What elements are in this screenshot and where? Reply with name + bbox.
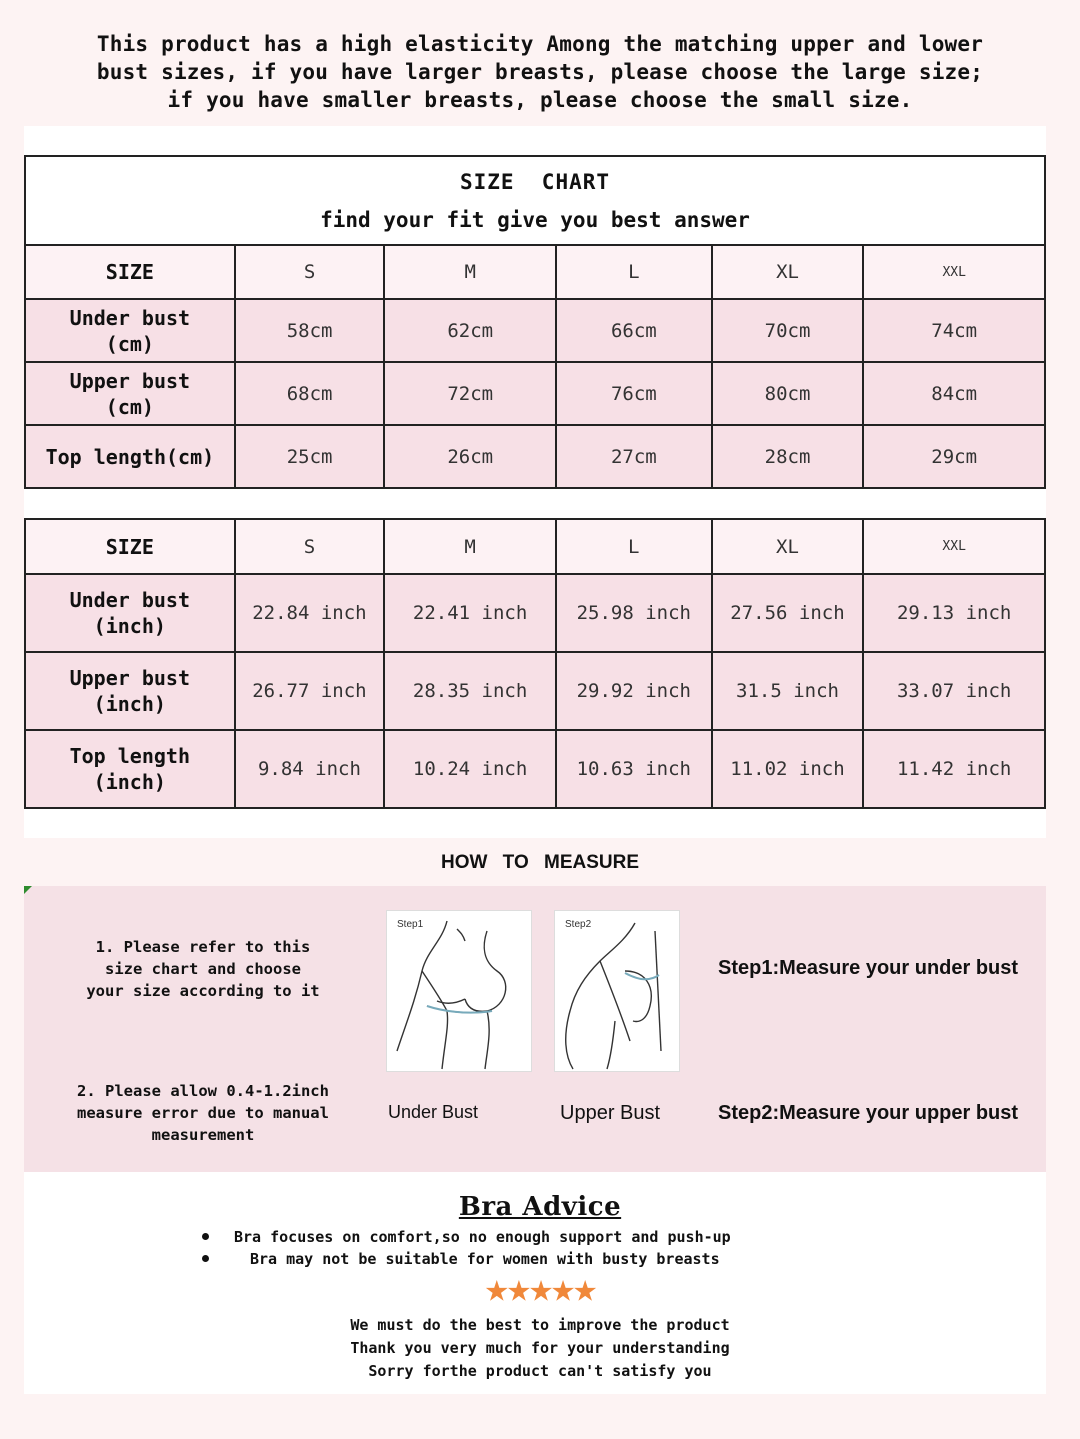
table-cell: 66cm bbox=[556, 299, 712, 362]
table-row bbox=[25, 574, 1045, 652]
table-cell: 84cm bbox=[863, 362, 1045, 425]
corner-mark-icon bbox=[24, 886, 32, 894]
intro-line-3: if you have smaller breasts, please choose the small size. bbox=[167, 88, 913, 112]
size-chart-subtitle: find your fit give you best answer bbox=[320, 207, 750, 232]
upper-bust-figure-icon bbox=[555, 911, 679, 1071]
table-cell: 29.13 inch bbox=[863, 574, 1045, 652]
measure-note-1: 1. Please refer to this size chart and choose your size according to it bbox=[86, 938, 320, 1000]
header-cell: S bbox=[235, 245, 385, 299]
list-item: Bra focuses on comfort,so no enough support and push-up bbox=[200, 1226, 900, 1248]
table-cell: 31.5 inch bbox=[712, 652, 864, 730]
table-cell: 26cm bbox=[384, 425, 556, 488]
header-cell: XL bbox=[712, 519, 864, 574]
table-cell: 68cm bbox=[235, 362, 385, 425]
photo-step-label: Step2 bbox=[565, 919, 592, 930]
table-cell: 10.63 inch bbox=[556, 730, 712, 808]
table-cell: 76cm bbox=[556, 362, 712, 425]
row-label: Under bust (inch) bbox=[25, 574, 235, 652]
table-cell: 29.92 inch bbox=[556, 652, 712, 730]
header-cell: L bbox=[556, 519, 712, 574]
header-cell: L bbox=[556, 245, 712, 299]
table-cell: 33.07 inch bbox=[863, 652, 1045, 730]
table-cell: 29cm bbox=[863, 425, 1045, 488]
upper-bust-caption: Upper Bust bbox=[560, 1102, 661, 1124]
header-cell: XXL bbox=[863, 245, 1045, 299]
closing-line: We must do the best to improve the product bbox=[350, 1316, 730, 1334]
table-cell: 11.02 inch bbox=[712, 730, 864, 808]
header-cell: XL bbox=[712, 245, 864, 299]
list-item: Bra may not be suitable for women with busty breasts bbox=[200, 1248, 900, 1270]
step1-instruction: Step1:Measure your under bust bbox=[718, 957, 1019, 979]
step2-instruction: Step2:Measure your upper bust bbox=[718, 1102, 1019, 1124]
advice-bullets bbox=[200, 1226, 900, 1270]
table-cell: 72cm bbox=[384, 362, 556, 425]
intro-line-2: bust sizes, if you have larger breasts, please choose the large size; bbox=[96, 60, 984, 84]
closing-line: Sorry forthe product can't satisfy you bbox=[368, 1362, 712, 1380]
under-bust-illustration bbox=[386, 910, 532, 1072]
header-cell: SIZE bbox=[25, 519, 235, 574]
header-cell: M bbox=[384, 245, 556, 299]
intro-line-1: This product has a high elasticity Among the matching upper and lower bbox=[96, 32, 984, 56]
table-cell: 28.35 inch bbox=[384, 652, 556, 730]
table-cell: 22.84 inch bbox=[235, 574, 385, 652]
table-cell: 10.24 inch bbox=[384, 730, 556, 808]
row-label: Top length (inch) bbox=[25, 730, 235, 808]
photo-step-label: Step1 bbox=[397, 919, 424, 930]
table-cell: 26.77 inch bbox=[235, 652, 385, 730]
header-cell: M bbox=[384, 519, 556, 574]
table-cell: 70cm bbox=[712, 299, 864, 362]
table-row bbox=[25, 362, 1045, 425]
size-chart-title-cell bbox=[25, 156, 1045, 245]
closing-line: Thank you very much for your understanding bbox=[350, 1339, 730, 1357]
table-cell: 80cm bbox=[712, 362, 864, 425]
under-bust-figure-icon bbox=[387, 911, 531, 1071]
table-cell: 25.98 inch bbox=[556, 574, 712, 652]
table-row bbox=[25, 652, 1045, 730]
advice-title: Bra Advice bbox=[458, 1192, 622, 1222]
table-cell: 28cm bbox=[712, 425, 864, 488]
intro-text bbox=[0, 30, 1080, 114]
table-cell: 25cm bbox=[235, 425, 385, 488]
header-cell: SIZE bbox=[25, 245, 235, 299]
row-label: Upper bust (cm) bbox=[25, 362, 235, 425]
upper-bust-illustration bbox=[554, 910, 680, 1072]
header-cell: S bbox=[235, 519, 385, 574]
row-label: Upper bust (inch) bbox=[25, 652, 235, 730]
how-to-measure-heading: HOW TO MEASURE bbox=[440, 852, 640, 873]
table-row bbox=[25, 730, 1045, 808]
header-row bbox=[25, 519, 1045, 574]
table-cell: 27.56 inch bbox=[712, 574, 864, 652]
table-cell: 74cm bbox=[863, 299, 1045, 362]
table-cell: 58cm bbox=[235, 299, 385, 362]
header-cell: XXL bbox=[863, 519, 1045, 574]
table-row bbox=[25, 425, 1045, 488]
table-cell: 27cm bbox=[556, 425, 712, 488]
table-cell: 62cm bbox=[384, 299, 556, 362]
size-chart-inch bbox=[24, 518, 1046, 809]
row-label: Under bust (cm) bbox=[25, 299, 235, 362]
table-cell: 22.41 inch bbox=[384, 574, 556, 652]
size-chart-cm bbox=[24, 155, 1046, 489]
size-chart-title: SIZE CHART bbox=[459, 169, 611, 194]
header-row bbox=[25, 245, 1045, 299]
closing-message bbox=[0, 1314, 1080, 1383]
under-bust-caption: Under Bust bbox=[388, 1102, 479, 1122]
table-cell: 9.84 inch bbox=[235, 730, 385, 808]
table-cell: 11.42 inch bbox=[863, 730, 1045, 808]
star-rating-icon: ★★★★★ bbox=[484, 1265, 596, 1311]
row-label: Top length(cm) bbox=[25, 425, 235, 488]
measure-note-2: 2. Please allow 0.4-1.2inch measure error due to manual measurement bbox=[77, 1082, 329, 1144]
table-row bbox=[25, 299, 1045, 362]
